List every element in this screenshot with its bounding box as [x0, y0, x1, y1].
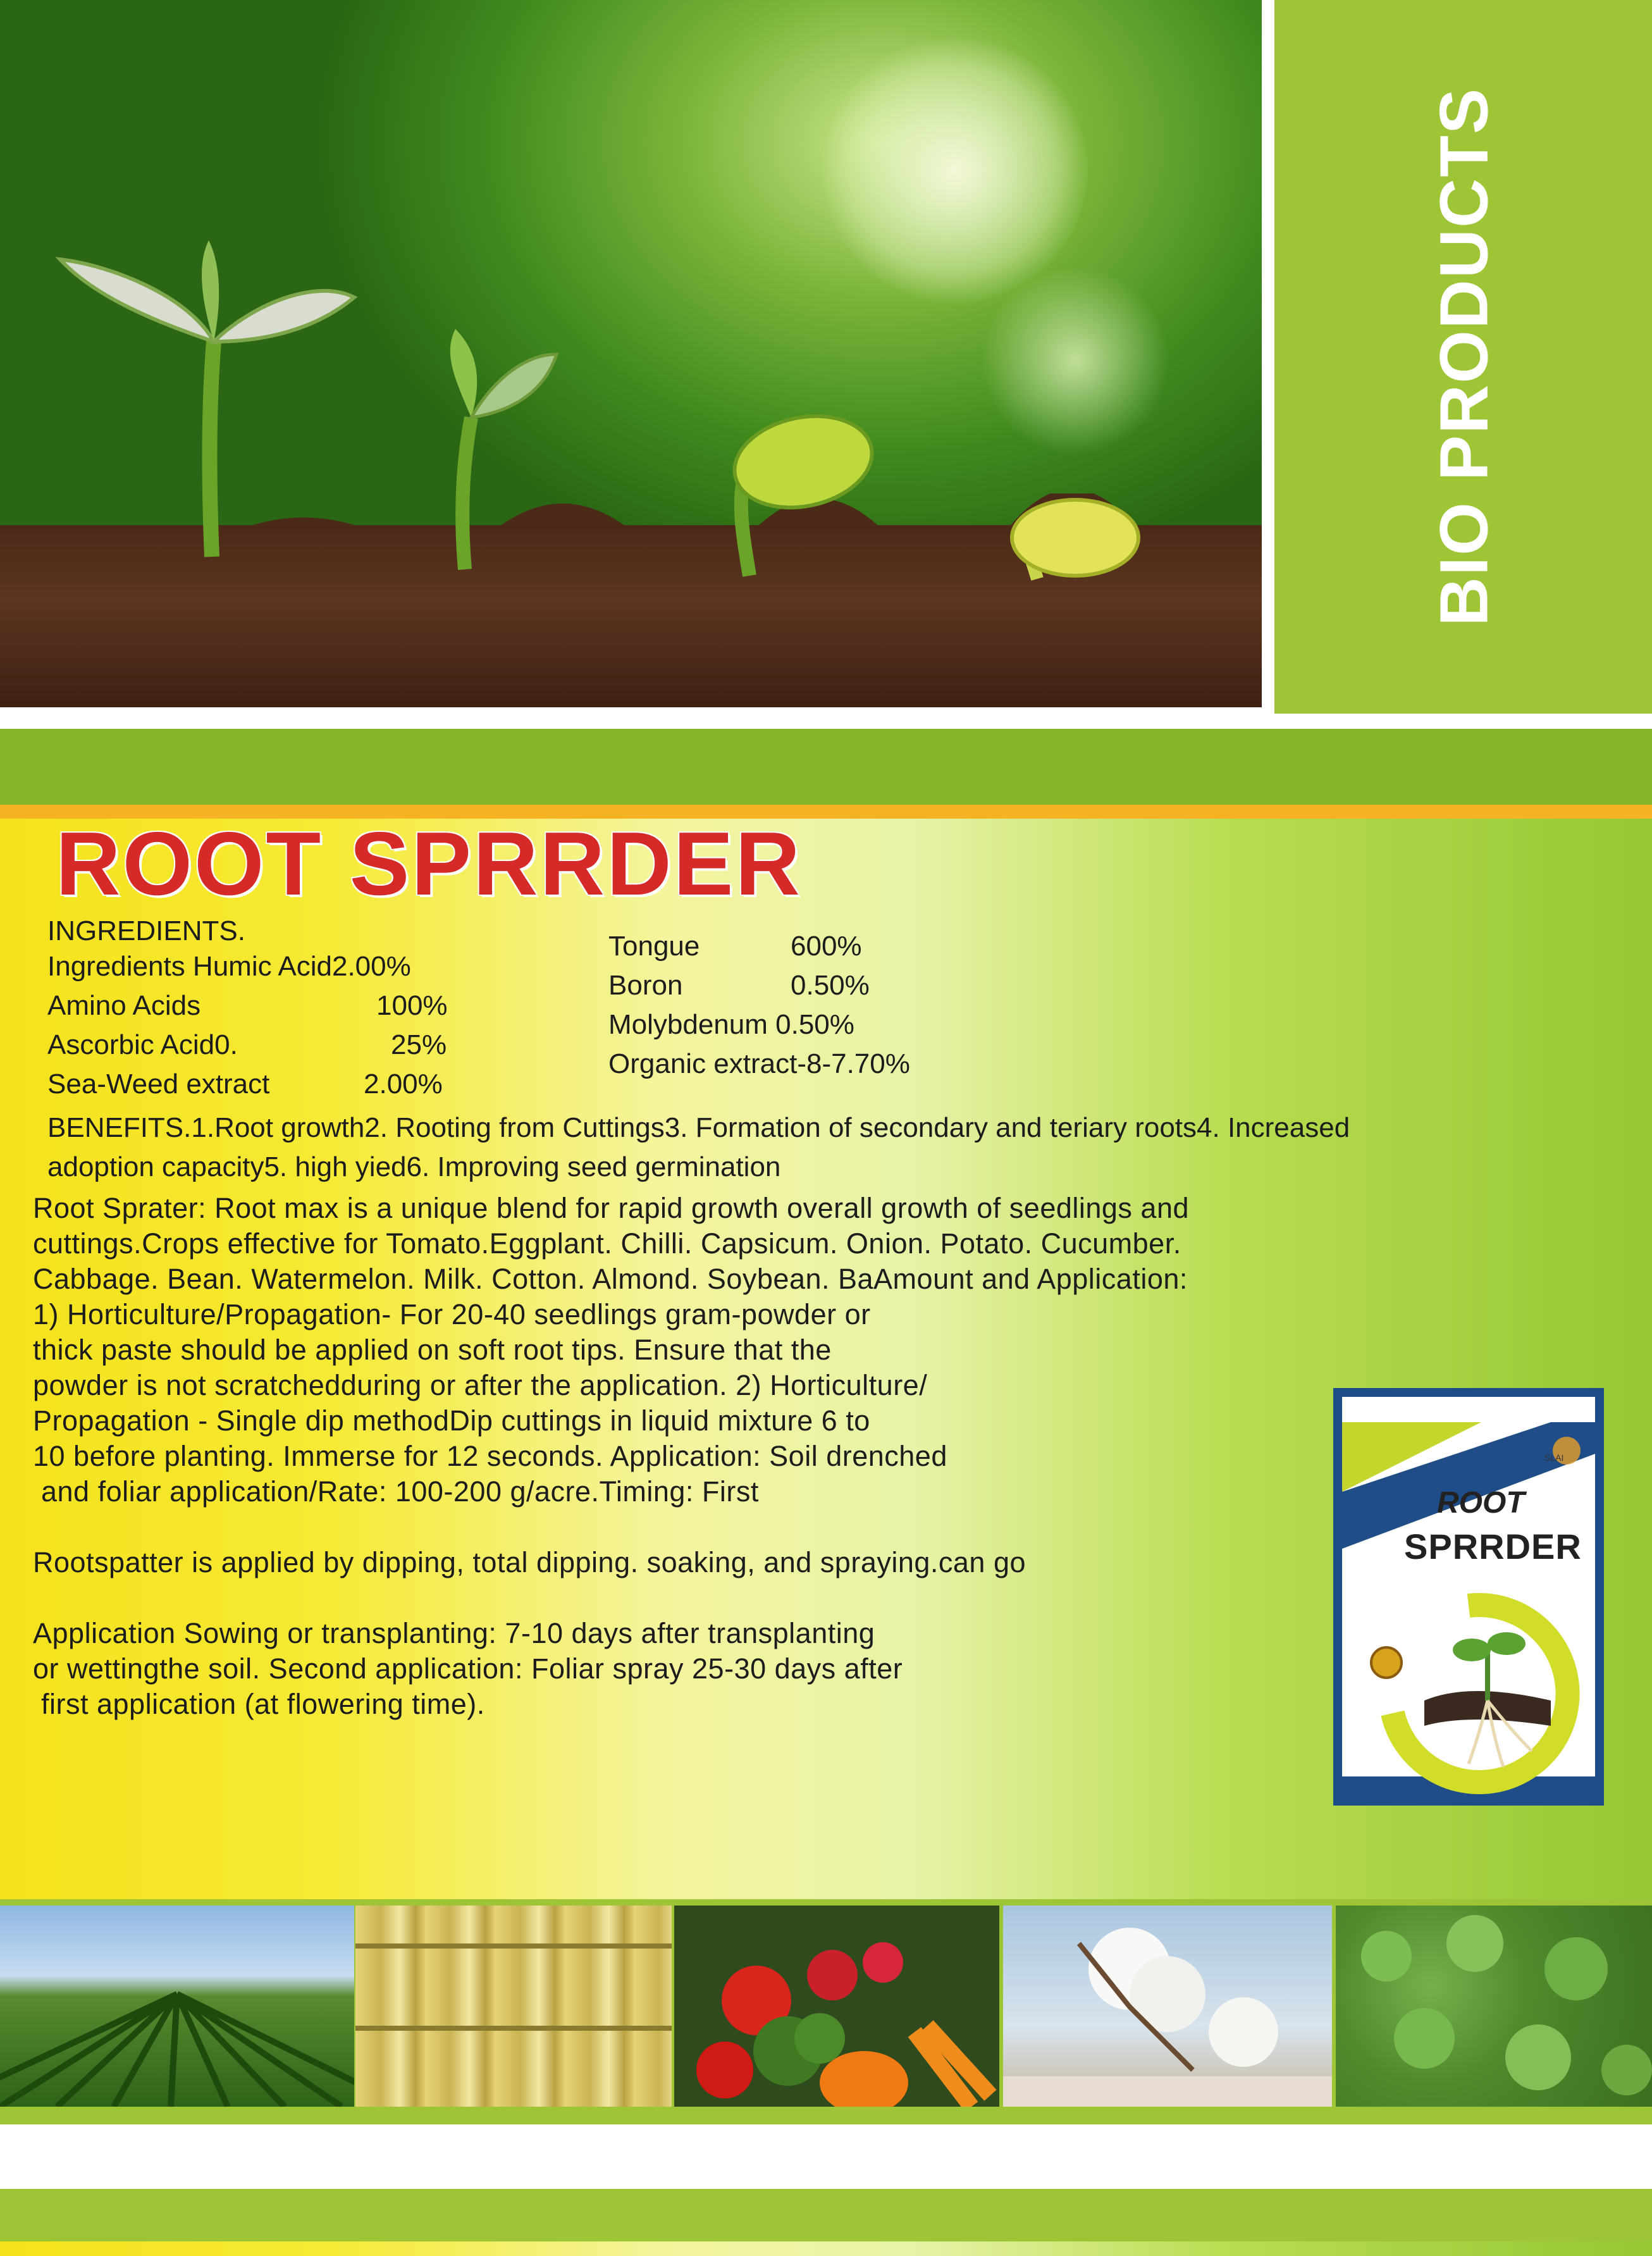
- description-line: cuttings.Crops effective for Tomato.Eggplant. Chilli. Capsicum. Onion. Potato. Cucumber.: [33, 1227, 1181, 1260]
- ingredient-value: 100%: [376, 990, 448, 1021]
- ingredient-name: Ingredients Humic Acid2.00%: [47, 951, 411, 982]
- ingredient-name: Tongue: [608, 931, 700, 962]
- benefits-text: [47, 1108, 1565, 1187]
- ingredient-name: Sea-Weed extract: [47, 1069, 270, 1100]
- ingredient-name: Organic extract-8-7.70%: [608, 1048, 910, 1079]
- field-rows-photo: [0, 1906, 354, 2107]
- hero-image: [0, 0, 1262, 707]
- product-title: ROOT SPRRDER: [56, 814, 802, 914]
- description-line: Propagation - Single dip methodDip cuttings in liquid mixture 6 to: [33, 1404, 870, 1437]
- cotton-graphic: [1003, 1906, 1332, 2107]
- benefits-line: adoption capacity5. high yied6. Improving seed germination: [47, 1151, 781, 1182]
- description-text: [33, 1191, 1551, 1722]
- ingredient-value: 600%: [791, 931, 862, 962]
- description-line: 10 before planting. Immerse for 12 seconds. Application: Soil drenched: [33, 1440, 947, 1472]
- sugarcane-photo: [355, 1906, 672, 2107]
- ingredient-name: Molybdenum 0.50%: [608, 1009, 854, 1040]
- description-line: Rootspatter is applied by dipping, total dipping. soaking, and spraying.can go: [33, 1546, 1026, 1578]
- ingredient-value: 25%: [391, 1029, 447, 1060]
- benefits-line: BENEFITS.1.Root growth2. Rooting from Cuttings3. Formation of secondary and teriary roots4. Increased: [47, 1112, 1350, 1143]
- seedlings-illustration: [0, 0, 1262, 707]
- description-line: thick paste should be applied on soft root tips. Ensure that the: [33, 1334, 832, 1366]
- white-band: [0, 2124, 1652, 2189]
- package-brand: SLAI: [1544, 1453, 1564, 1463]
- description-gap: [33, 1509, 1551, 1545]
- description-line: powder is not scratchedduring or after the application. 2) Horticulture/: [33, 1369, 928, 1401]
- package-title-line1: ROOT: [1437, 1486, 1525, 1520]
- description-line: 1) Horticulture/Propagation- For 20-40 seedlings gram-powder or: [33, 1298, 871, 1330]
- package-title-line2: SPRRDER: [1404, 1527, 1582, 1566]
- green-band: [0, 729, 1652, 805]
- side-title: [1274, 0, 1652, 714]
- description-line: Application Sowing or transplanting: 7-10 days after transplanting: [33, 1617, 875, 1649]
- ingredient-name: Amino Acids: [47, 990, 201, 1021]
- crop-rows: [0, 1906, 354, 2107]
- vegetables-graphic: [674, 1906, 999, 2107]
- product-package: [1333, 1388, 1604, 1806]
- footer-band: [0, 2189, 1652, 2241]
- description-line: first application (at flowering time).: [33, 1688, 485, 1720]
- side-title-text: BIO PRODUCTS: [1425, 87, 1501, 627]
- description-gap: [33, 1580, 1551, 1616]
- ingredient-value: 2.00%: [364, 1069, 443, 1100]
- description-line: or wettingthe soil. Second application: Foliar spray 25-30 days after: [33, 1652, 903, 1685]
- ingredients-heading: INGREDIENTS.: [47, 915, 245, 946]
- ingredient-name: Boron: [608, 970, 683, 1001]
- ingredient-name: Ascorbic Acid0.: [47, 1029, 238, 1060]
- leaves-graphic: [1336, 1906, 1652, 2107]
- divider: [1262, 0, 1274, 714]
- green-band: [0, 2107, 1652, 2124]
- description-line: Root Sprater: Root max is a unique blend for rapid growth overall growth of seedlings and: [33, 1192, 1189, 1224]
- vegetables-photo: [674, 1906, 999, 2107]
- description-line: and foliar application/Rate: 100-200 g/acre.Timing: First: [33, 1475, 759, 1508]
- description-line: Cabbage. Bean. Watermelon. Milk. Cotton. Almond. Soybean. BaAmount and Application:: [33, 1263, 1188, 1295]
- cotton-photo: [1003, 1906, 1332, 2107]
- potato-plants-photo: [1336, 1906, 1652, 2107]
- ingredient-value: 0.50%: [791, 970, 870, 1001]
- divider: [0, 707, 1274, 729]
